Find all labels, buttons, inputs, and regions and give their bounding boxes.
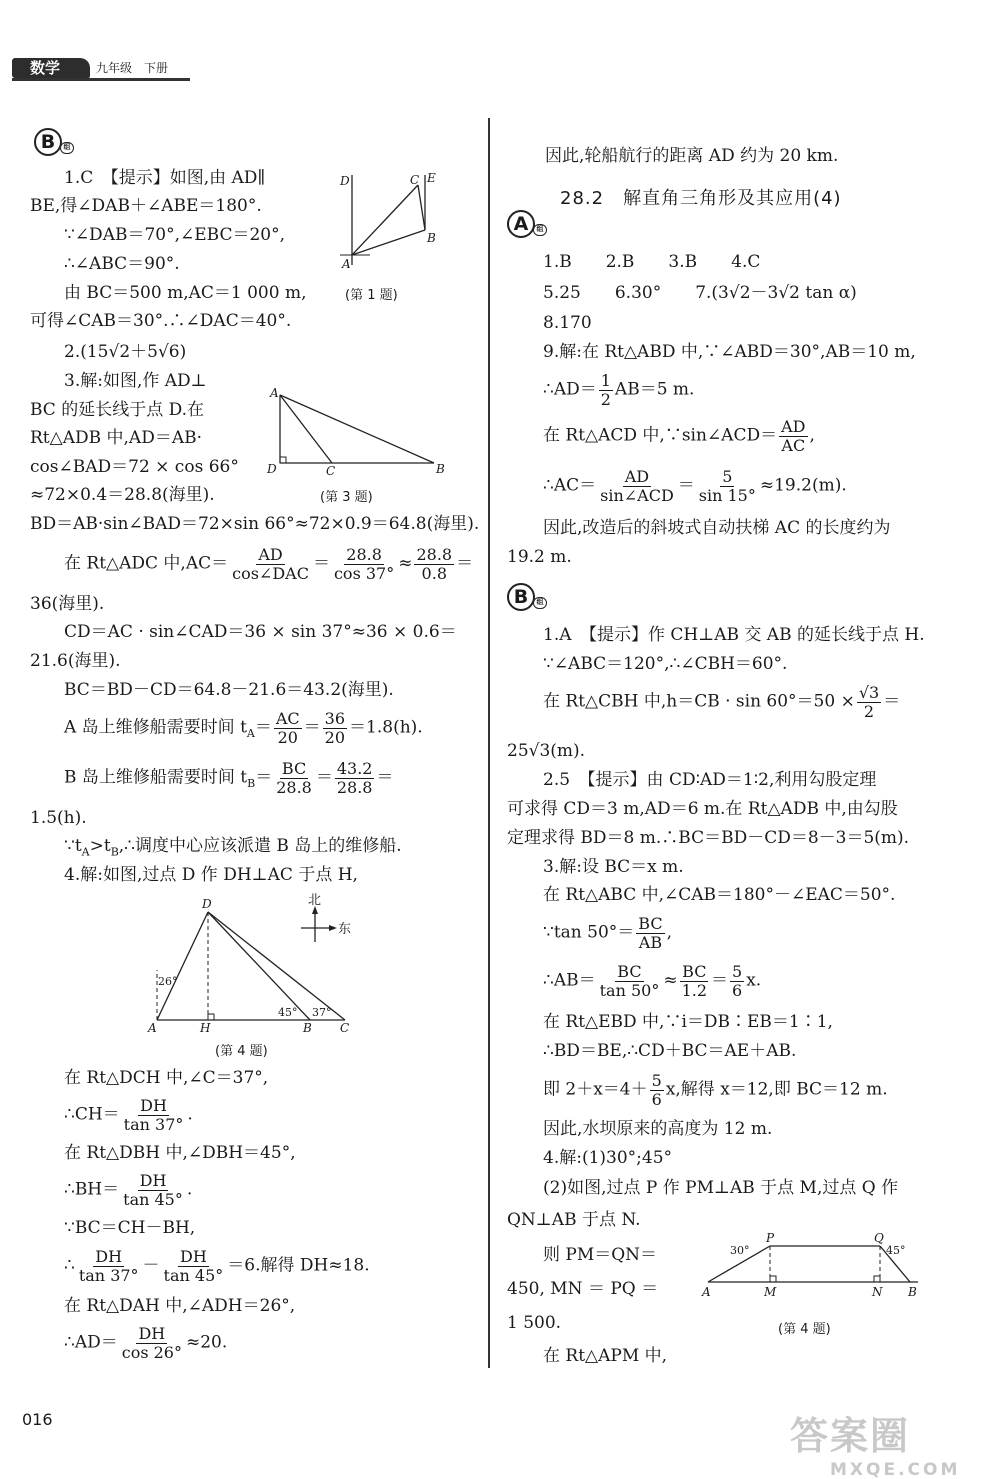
svg-text:P: P: [766, 1232, 775, 1245]
q1-caption: (第 1 题): [345, 288, 398, 303]
rb2-line1: 2.5 【提示】由 CD∶AD＝1∶2,利用勾股定理: [543, 770, 877, 790]
rb4-line2: (2)如图,过点 P 作 PM⊥AB 于点 M,过点 Q 作: [543, 1178, 899, 1198]
svg-text:30°: 30°: [730, 1244, 750, 1257]
q3-line1: 3.解:如图,作 AD⊥: [64, 371, 207, 391]
r9-frac3: AD sin∠ACD: [600, 467, 674, 505]
rb3-frac4: $\frac{5}{6}$: [732, 962, 743, 1000]
rb3-line2: 在 Rt△ABC 中,∠CAB＝180°－∠EAC＝50°.: [543, 885, 896, 905]
rb3-line8: 因此,水坝原来的高度为 12 m.: [543, 1119, 773, 1139]
r-answers2: 5.25 6.30° 7.(3√2－3√2 tan α): [543, 283, 857, 303]
q4-frac5: $\frac{DH}{\cos 26^\circ}$: [121, 1324, 182, 1362]
q2-line: 2.(15√2＋5√6): [64, 342, 187, 362]
r9-frac2: $\frac{AD}{AC}$: [781, 417, 806, 455]
q3-caption: (第 3 题): [320, 490, 373, 505]
svg-text:A: A: [148, 1021, 157, 1035]
q4-line3: ∴CH＝ $\frac{DH}{\tan 37^\circ}$ .: [64, 1096, 193, 1134]
watermark: [790, 1405, 990, 1477]
rb3-frac2: $\frac{BC}{\tan 50^\circ}$: [599, 962, 660, 1000]
svg-text:E: E: [427, 171, 436, 185]
rb1-line3: 在 Rt△CBH 中,h＝CB · sin 60°＝50 × $\frac{√3}{2}$ ＝: [543, 683, 901, 721]
badge-b-left: B 组: [34, 128, 62, 156]
rb4-line6: 1 500.: [507, 1313, 562, 1333]
subject-logo: 数学: [12, 58, 90, 78]
svg-text:C: C: [326, 464, 336, 475]
q3-line15: $\because t_A>t_B,\therefore$调度中心应该派遣 B 岛上的维修船.: [64, 836, 402, 859]
figure-rb4: [700, 1232, 930, 1302]
q3-line5: ≈72×0.4＝28.8(海里).: [30, 485, 215, 505]
compass-east-label: 东: [338, 922, 352, 937]
rb1-frac1: $\frac{√3}{2}$: [858, 683, 880, 721]
q3-line4: cos∠BAD＝72 × cos 66°: [30, 457, 239, 477]
svg-text:D: D: [340, 174, 350, 188]
q3-frac7: $\frac{43.2}{28.8}$: [336, 759, 373, 797]
q3-l7-text: 在 Rt△ADC 中,AC＝: [64, 553, 229, 574]
r9-line4: ∴AC＝ AD sin∠ACD ＝ $\frac{5}{\sin 15^\circ}$ ≈19.2(m).: [543, 467, 847, 505]
q4-frac4: $\frac{DH}{\tan 45^\circ}$: [163, 1247, 224, 1285]
q3-frac1: AD cos∠DAC: [232, 545, 309, 583]
q4-line8: 在 Rt△DAH 中,∠ADH＝26°,: [64, 1296, 296, 1316]
svg-text:A: A: [342, 257, 351, 271]
section-title: 28.2 解直角三角形及其应用(4): [560, 188, 842, 209]
rb3-line6: ∴BD＝BE,∴CD＋BC＝AE＋AB.: [543, 1041, 797, 1061]
badge-b-right: B 组: [507, 583, 535, 611]
grade-label: 九年级 下册: [96, 61, 169, 75]
r-line0: 因此,轮船航行的距离 AD 约为 20 km.: [545, 146, 839, 166]
r9-line1: 9.解:在 Rt△ABD 中,∵∠ABD＝30°,AB＝10 m,: [543, 342, 916, 362]
rb3-line5: 在 Rt△EBD 中,∵i＝DB∶EB＝1∶1,: [543, 1012, 833, 1032]
q3-line8: 36(海里).: [30, 594, 105, 614]
q4-frac3: $\frac{DH}{\tan 37^\circ}$: [78, 1247, 139, 1285]
svg-text:D: D: [267, 462, 277, 475]
q4-line7: ∴ $\frac{DH}{\tan 37^\circ}$ － $\frac{DH}{\tan 45^\circ}$ ＝6.解得 DH≈18.: [64, 1247, 370, 1285]
svg-text:45°: 45°: [278, 1006, 298, 1019]
q4-line2: 在 Rt△DCH 中,∠C＝37°,: [64, 1068, 269, 1088]
q4-line1: 4.解:如图,过点 D 作 DH⊥AC 于点 H,: [64, 865, 358, 885]
q4-line4: 在 Rt△DBH 中,∠DBH＝45°,: [64, 1143, 296, 1163]
r9-line3: 在 Rt△ACD 中,∵sin∠ACD＝ $\frac{AD}{AC}$ ,: [543, 417, 815, 455]
q3-line2: BC 的延长线于点 D.在: [30, 400, 205, 420]
r9-frac4: $\frac{5}{\sin 15^\circ}$: [698, 467, 756, 505]
watermark-url: MXQE.COM: [830, 1460, 961, 1479]
r9-line6: 19.2 m.: [507, 547, 572, 567]
rb3-line3: ∵tan 50°＝ $\frac{BC}{AB}$ ,: [543, 914, 672, 952]
rb4-line7: 在 Rt△APM 中,: [543, 1346, 668, 1366]
q1-line4: ∴∠ABC＝90°.: [64, 254, 180, 274]
svg-text:D: D: [202, 897, 212, 911]
q4-frac2: $\frac{DH}{\tan 45^\circ}$: [123, 1171, 183, 1209]
q4-caption: (第 4 题): [215, 1044, 268, 1059]
q3-line9: CD＝AC · sin∠CAD＝36 × sin 37°≈36 × 0.6＝: [64, 622, 457, 642]
q1-line1: 1.C 【提示】如图,由 AD∥: [64, 168, 266, 188]
q3-line6: BD＝AB·sin∠BAD＝72×sin 66°≈72×0.9＝64.8(海里).: [30, 514, 480, 534]
rb1-line1: 1.A 【提示】作 CH⊥AB 交 AB 的延长线于点 H.: [543, 625, 925, 645]
watermark-logo: 答案圈: [790, 1414, 911, 1458]
q1-line5: 由 BC＝500 m,AC＝1 000 m,: [64, 283, 307, 303]
q3-frac6: $\frac{BC}{28.8}$: [276, 759, 312, 797]
rb4-caption: (第 4 题): [778, 1322, 831, 1337]
q3-frac3: $\frac{28.8}{0.8}$: [416, 545, 453, 583]
badge-a-right: A 组: [507, 210, 535, 238]
q1-line2: BE,得∠DAB＋∠ABE＝180°.: [30, 196, 262, 216]
rb3-frac1: $\frac{BC}{AB}$: [638, 914, 663, 952]
figure-q4: [140, 890, 370, 1040]
rb3-frac3: $\frac{BC}{1.2}$: [681, 962, 708, 1000]
svg-text:B: B: [303, 1021, 312, 1035]
compass-north-label: 北: [308, 893, 322, 908]
svg-text:N: N: [872, 1285, 883, 1299]
header-rule: [12, 78, 190, 81]
svg-text:B: B: [436, 462, 445, 475]
column-divider: [488, 118, 490, 1368]
r9-line2: ∴AD＝ $\frac{1}{2}$ AB＝5 m.: [543, 371, 695, 409]
rb1-line4: 25√3(m).: [507, 741, 586, 761]
q3-line13: B 岛上维修船需要时间 $t_B=$ $\frac{BC}{28.8}$ ＝ $\frac{43.2}{28.8}$ ＝: [64, 759, 394, 797]
svg-text:H: H: [200, 1021, 211, 1035]
rb4-line5: 450, MN ＝ PQ ＝: [507, 1279, 659, 1299]
r-answers3: 8.170: [543, 313, 592, 333]
q3-frac5: $\frac{36}{20}$: [324, 709, 346, 747]
q1-line3: ∵∠DAB＝70°,∠EBC＝20°,: [64, 225, 285, 245]
r9-line5: 因此,改造后的斜坡式自动扶梯 AC 的长度约为: [543, 518, 891, 538]
badge-sub: 组: [533, 597, 547, 609]
badge-sub: 组: [60, 142, 74, 154]
svg-text:C: C: [340, 1021, 350, 1035]
r9-frac1: $\frac{1}{2}$: [600, 371, 611, 409]
r-answers1: 1.B 2.B 3.B 4.C: [543, 252, 761, 272]
page-number: 016: [22, 1410, 53, 1429]
svg-text:C: C: [410, 173, 420, 187]
q3-line12: A 岛上维修船需要时间 $t_A=$ $\frac{AC}{20}$ ＝ $\frac{36}{20}$ ＝1.8(h).: [64, 709, 423, 747]
rb2-line2: 可求得 CD＝3 m,AD＝6 m.在 Rt△ADB 中,由勾股: [507, 799, 898, 819]
q1-line6: 可得∠CAB＝30°.∴∠DAC＝40°.: [30, 311, 292, 331]
svg-text:37°: 37°: [312, 1006, 332, 1019]
svg-text:A: A: [270, 386, 279, 400]
svg-text:B: B: [908, 1285, 917, 1299]
q3-frac2: $\frac{28.8}{\cos 37^\circ}$: [333, 545, 395, 583]
rb4-line1: 4.解:(1)30°;45°: [543, 1148, 673, 1168]
q3-line10: 21.6(海里).: [30, 651, 121, 671]
svg-text:B: B: [427, 231, 436, 245]
figure-q1: [330, 160, 450, 280]
svg-text:A: A: [702, 1285, 711, 1299]
rb3-line1: 3.解:设 BC＝x m.: [543, 857, 684, 877]
rb4-line4: 则 PM＝QN＝: [543, 1245, 658, 1265]
rb3-line4: ∴AB＝ $\frac{BC}{\tan 50^\circ}$ ≈ $\frac{BC}{1.2}$ ＝ $\frac{5}{6}$ x.: [543, 962, 762, 1000]
q3-frac4: $\frac{AC}{20}$: [275, 709, 300, 747]
q4-frac1: $\frac{DH}{\tan 37^\circ}$: [123, 1096, 184, 1134]
svg-text:M: M: [764, 1285, 777, 1299]
rb3-line7: 即 2＋x＝4＋ $\frac{5}{6}$ x,解得 x＝12,即 BC＝12 m.: [543, 1071, 888, 1109]
rb1-line2: ∵∠ABC＝120°,∴∠CBH＝60°.: [543, 654, 788, 674]
header-banner: [12, 58, 190, 78]
q3-line3: Rt△ADB 中,AD＝AB·: [30, 428, 202, 448]
rb2-line3: 定理求得 BD＝8 m.∴BC＝BD－CD＝8－3＝5(m).: [507, 828, 910, 848]
rb3-frac5: $\frac{5}{6}$: [651, 1071, 662, 1109]
badge-sub: 组: [533, 224, 547, 236]
q3-line14: 1.5(h).: [30, 808, 87, 828]
figure-q3: [262, 385, 457, 475]
svg-text:26°: 26°: [158, 975, 178, 988]
rb4-line3: QN⊥AB 于点 N.: [507, 1210, 641, 1230]
q4-line5: ∴BH＝ $\frac{DH}{\tan 45^\circ}$ .: [64, 1171, 193, 1209]
svg-text:45°: 45°: [886, 1244, 906, 1257]
q4-line6: ∵BC＝CH－BH,: [64, 1218, 196, 1238]
q4-line9: ∴AD＝ $\frac{DH}{\cos 26^\circ}$ ≈20.: [64, 1324, 228, 1362]
q3-line11: BC＝BD－CD＝64.8－21.6＝43.2(海里).: [64, 680, 394, 700]
q3-line7: 在 Rt△ADC 中,AC＝ AD cos∠DAC ＝ $\frac{28.8}{\cos 37^\circ}$ ≈ $\frac{28.8}{0.8}$ ＝: [64, 545, 474, 583]
svg-text:Q: Q: [874, 1232, 884, 1245]
